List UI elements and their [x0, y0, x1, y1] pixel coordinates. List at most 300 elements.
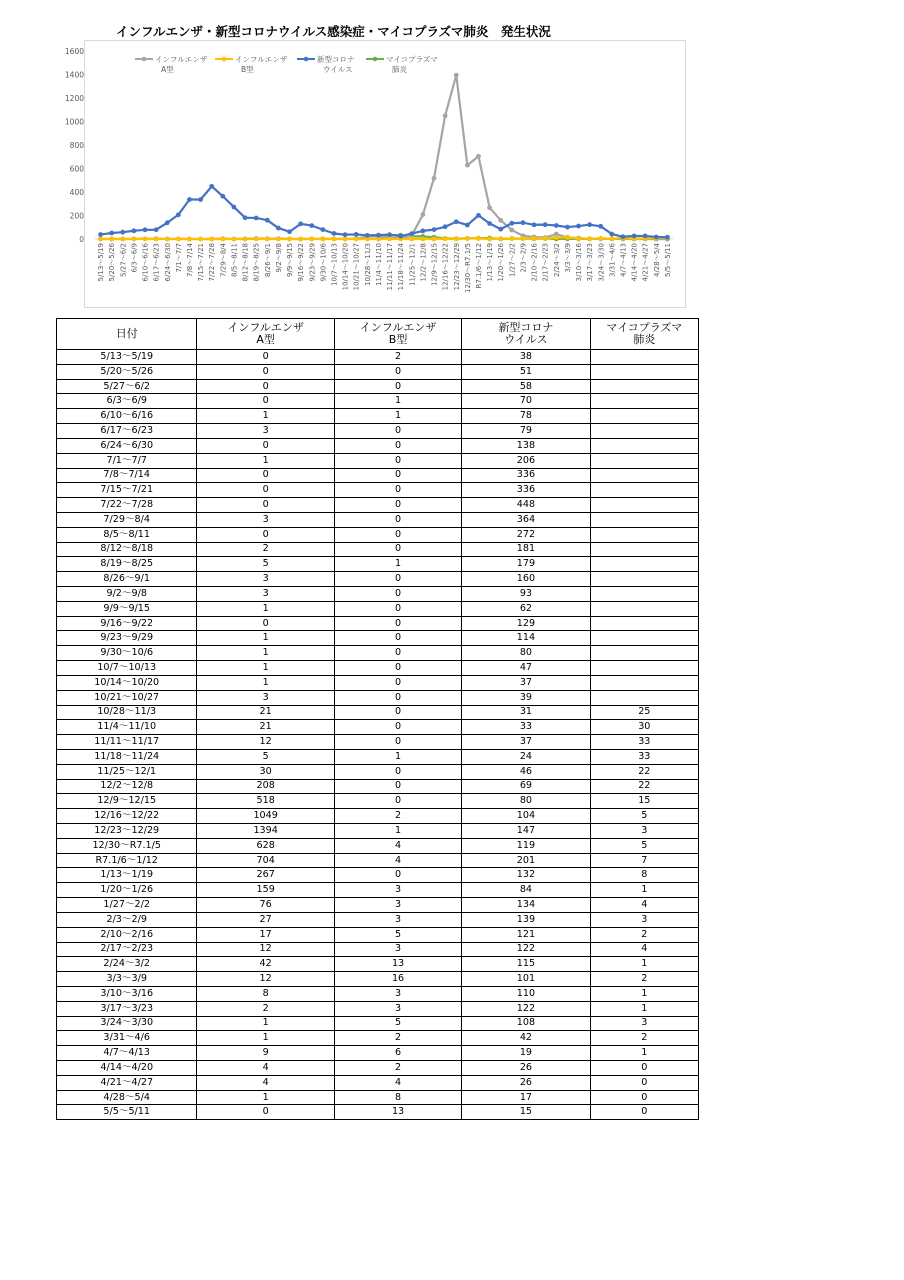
cell-flu-b: 2: [334, 350, 461, 365]
cell-flu-a: 518: [197, 794, 334, 809]
x-tick-label: 12/30～R7.1/5: [463, 243, 472, 293]
cell-flu-b: 0: [334, 468, 461, 483]
cell-flu-b: 0: [334, 794, 461, 809]
cell-flu-a: 1: [197, 1031, 334, 1046]
x-tick-label: 8/26～9/1: [263, 243, 272, 277]
x-tick-label: 4/28～5/4: [652, 243, 661, 277]
table-row: [57, 1090, 699, 1105]
legend-label-line2: 肺炎: [392, 65, 407, 74]
cell-covid: 26: [462, 1061, 590, 1076]
cell-mycoplasma: [590, 438, 698, 453]
cell-date: 10/14～10/20: [57, 675, 197, 690]
table-row: [57, 986, 699, 1001]
cell-flu-a: 3: [197, 424, 334, 439]
cell-flu-b: 3: [334, 1001, 461, 1016]
data-point: [454, 73, 459, 78]
cell-covid: 139: [462, 912, 590, 927]
cell-flu-b: 0: [334, 735, 461, 750]
data-point: [576, 224, 581, 229]
data-point: [487, 221, 492, 226]
cell-covid: 93: [462, 587, 590, 602]
cell-covid: 26: [462, 1075, 590, 1090]
cell-mycoplasma: [590, 661, 698, 676]
cell-covid: 42: [462, 1031, 590, 1046]
data-point: [365, 233, 370, 238]
cell-date: 6/24～6/30: [57, 438, 197, 453]
x-tick-label: 7/15～7/21: [197, 243, 206, 282]
cell-covid: 134: [462, 898, 590, 913]
x-tick-label: 2/24～3/2: [552, 243, 561, 277]
cell-flu-a: 4: [197, 1075, 334, 1090]
table-header-row: [57, 319, 699, 350]
cell-covid: 24: [462, 749, 590, 764]
table-row: [57, 749, 699, 764]
data-point: [665, 235, 670, 240]
data-point: [254, 236, 259, 241]
cell-mycoplasma: [590, 498, 698, 513]
cell-flu-b: 4: [334, 853, 461, 868]
cell-flu-a: 1394: [197, 824, 334, 839]
cell-mycoplasma: 2: [590, 927, 698, 942]
cell-date: 9/23～9/29: [57, 631, 197, 646]
data-point: [454, 236, 459, 241]
cell-date: 1/20～1/26: [57, 883, 197, 898]
cell-flu-a: 267: [197, 868, 334, 883]
table-row: [57, 1001, 699, 1016]
table-row: [57, 853, 699, 868]
cell-covid: 80: [462, 646, 590, 661]
cell-mycoplasma: 22: [590, 764, 698, 779]
cell-flu-a: 628: [197, 838, 334, 853]
data-point: [120, 237, 125, 242]
table-row: [57, 631, 699, 646]
x-tick-label: 11/11～11/17: [386, 243, 395, 291]
x-tick-label: 2/10～2/16: [530, 243, 539, 282]
cell-date: 9/16～9/22: [57, 616, 197, 631]
cell-flu-a: 12: [197, 735, 334, 750]
legend-label: 新型コロナ: [317, 55, 355, 64]
table-row: [57, 661, 699, 676]
cell-flu-a: 704: [197, 853, 334, 868]
y-tick-label: 0: [79, 235, 84, 244]
cell-flu-a: 3: [197, 572, 334, 587]
data-point: [398, 234, 403, 239]
data-point: [165, 220, 170, 225]
cell-mycoplasma: 0: [590, 1090, 698, 1105]
y-tick-label: 1600: [64, 47, 84, 56]
series-2: [98, 184, 670, 240]
data-point: [621, 234, 626, 239]
table-row: [57, 587, 699, 602]
cell-mycoplasma: 0: [590, 1075, 698, 1090]
cell-flu-a: 0: [197, 616, 334, 631]
x-tick-label: 1/13～1/19: [486, 243, 495, 282]
cell-flu-b: 4: [334, 838, 461, 853]
cell-flu-a: 12: [197, 972, 334, 987]
cell-covid: 37: [462, 675, 590, 690]
cell-flu-b: 13: [334, 1105, 461, 1120]
data-point: [443, 236, 448, 241]
data-point: [465, 236, 470, 241]
data-point: [343, 237, 348, 242]
cell-flu-b: 4: [334, 1075, 461, 1090]
x-tick-label: R7.1/6～1/12: [474, 243, 483, 289]
x-tick-label: 9/2～9/8: [274, 243, 283, 273]
chart-svg: [64, 41, 685, 307]
table-row: [57, 646, 699, 661]
cell-mycoplasma: 5: [590, 838, 698, 853]
cell-flu-b: 0: [334, 705, 461, 720]
x-tick-label: 11/4～11/10: [374, 243, 383, 286]
cell-flu-a: 159: [197, 883, 334, 898]
x-tick-label: 1/27～2/2: [508, 243, 517, 277]
x-tick-label: 3/3～3/9: [563, 242, 572, 273]
cell-covid: 78: [462, 409, 590, 424]
table-row: [57, 350, 699, 365]
page-title: インフルエンザ・新型コロナウイルス感染症・マイコプラズマ肺炎 発生状況: [116, 24, 551, 39]
y-tick-label: 1400: [64, 70, 84, 80]
cell-covid: 114: [462, 631, 590, 646]
table-row: [57, 720, 699, 735]
data-point: [109, 231, 114, 236]
data-point: [532, 222, 537, 227]
cell-flu-b: 0: [334, 587, 461, 602]
cell-flu-b: 5: [334, 1016, 461, 1031]
cell-flu-a: 1: [197, 675, 334, 690]
data-point: [287, 237, 292, 242]
legend-marker: [222, 57, 227, 62]
cell-flu-b: 0: [334, 512, 461, 527]
data-point: [509, 228, 514, 233]
cell-mycoplasma: 4: [590, 898, 698, 913]
cell-flu-a: 3: [197, 512, 334, 527]
data-point: [254, 216, 259, 221]
cell-covid: 115: [462, 957, 590, 972]
cell-mycoplasma: 3: [590, 1016, 698, 1031]
data-point: [598, 236, 603, 241]
x-tick-label: 2/3～2/9: [519, 243, 528, 273]
cell-flu-b: 0: [334, 661, 461, 676]
cell-mycoplasma: 1: [590, 1046, 698, 1061]
data-point: [198, 197, 203, 202]
data-point: [565, 235, 570, 240]
data-point: [298, 237, 303, 242]
cell-mycoplasma: 7: [590, 853, 698, 868]
table-row: [57, 1061, 699, 1076]
cell-flu-a: 2: [197, 1001, 334, 1016]
cell-mycoplasma: [590, 616, 698, 631]
cell-date: 8/5～8/11: [57, 527, 197, 542]
cell-mycoplasma: [590, 512, 698, 527]
cell-flu-b: 1: [334, 824, 461, 839]
data-point: [476, 213, 481, 218]
cell-covid: 15: [462, 1105, 590, 1120]
data-point: [543, 236, 548, 241]
table-row: [57, 735, 699, 750]
cell-covid: 46: [462, 764, 590, 779]
cell-covid: 272: [462, 527, 590, 542]
data-point: [443, 224, 448, 229]
data-point: [409, 237, 414, 242]
cell-flu-a: 8: [197, 986, 334, 1001]
table-row: [57, 542, 699, 557]
table-row: [57, 883, 699, 898]
x-tick-label: 10/28～11/3: [363, 243, 372, 286]
cell-flu-a: 0: [197, 1105, 334, 1120]
cell-covid: 179: [462, 557, 590, 572]
cell-flu-b: 0: [334, 572, 461, 587]
table-row: [57, 453, 699, 468]
x-tick-label: 3/31～4/6: [608, 243, 617, 277]
cell-mycoplasma: 0: [590, 1105, 698, 1120]
cell-flu-b: 1: [334, 557, 461, 572]
cell-covid: 70: [462, 394, 590, 409]
cell-flu-b: 0: [334, 453, 461, 468]
data-point: [109, 237, 114, 242]
cell-mycoplasma: [590, 394, 698, 409]
data-point: [298, 221, 303, 226]
x-tick-label: 10/14～10/20: [341, 243, 350, 291]
data-point: [176, 237, 181, 242]
cell-date: 7/15～7/21: [57, 483, 197, 498]
cell-covid: 160: [462, 572, 590, 587]
data-point: [209, 184, 214, 189]
header-date: 日付: [57, 319, 197, 350]
cell-covid: 62: [462, 601, 590, 616]
data-point: [554, 235, 559, 240]
cell-date: 11/25～12/1: [57, 764, 197, 779]
cell-mycoplasma: [590, 364, 698, 379]
cell-covid: 121: [462, 927, 590, 942]
data-point: [509, 236, 514, 241]
cell-mycoplasma: 1: [590, 986, 698, 1001]
table-row: [57, 498, 699, 513]
cell-flu-b: 2: [334, 809, 461, 824]
data-point: [432, 176, 437, 181]
data-table: [56, 318, 699, 1120]
legend-label: マイコプラズマ: [386, 55, 438, 64]
x-tick-label: 9/16～9/22: [297, 243, 306, 282]
x-tick-label: 8/5～8/11: [230, 243, 239, 277]
table-row: [57, 779, 699, 794]
cell-date: 5/27～6/2: [57, 379, 197, 394]
cell-date: 12/30～R7.1/5: [57, 838, 197, 853]
data-point: [276, 237, 281, 242]
cell-covid: 110: [462, 986, 590, 1001]
table-row: [57, 601, 699, 616]
data-point: [643, 234, 648, 239]
data-point: [120, 230, 125, 235]
legend-label-line2: A型: [161, 65, 174, 74]
data-point: [232, 237, 237, 242]
cell-date: 6/10～6/16: [57, 409, 197, 424]
cell-mycoplasma: [590, 587, 698, 602]
data-point: [354, 237, 359, 242]
data-point: [320, 227, 325, 232]
cell-flu-a: 0: [197, 438, 334, 453]
cell-flu-b: 3: [334, 898, 461, 913]
cell-flu-b: 16: [334, 972, 461, 987]
cell-flu-b: 0: [334, 646, 461, 661]
cell-mycoplasma: [590, 350, 698, 365]
legend-marker: [373, 57, 378, 62]
data-point: [387, 237, 392, 242]
cell-covid: 101: [462, 972, 590, 987]
data-point: [265, 237, 270, 242]
header-flu-a: インフルエンザ A型: [197, 319, 334, 350]
cell-covid: 31: [462, 705, 590, 720]
cell-flu-a: 42: [197, 957, 334, 972]
cell-date: 4/7～4/13: [57, 1046, 197, 1061]
cell-flu-b: 0: [334, 379, 461, 394]
cell-covid: 108: [462, 1016, 590, 1031]
cell-covid: 336: [462, 483, 590, 498]
table-row: [57, 394, 699, 409]
cell-flu-a: 0: [197, 350, 334, 365]
cell-mycoplasma: [590, 646, 698, 661]
cell-flu-a: 1: [197, 1016, 334, 1031]
data-point: [654, 235, 659, 240]
cell-date: R7.1/6～1/12: [57, 853, 197, 868]
legend-item: [297, 54, 355, 74]
cell-covid: 37: [462, 735, 590, 750]
cell-mycoplasma: 2: [590, 1031, 698, 1046]
legend-label-line2: B型: [241, 65, 254, 74]
data-point: [187, 237, 192, 242]
cell-covid: 33: [462, 720, 590, 735]
data-point: [98, 236, 103, 241]
cell-covid: 119: [462, 838, 590, 853]
cell-flu-b: 8: [334, 1090, 461, 1105]
data-point: [609, 232, 614, 237]
series-line: [101, 186, 668, 237]
cell-date: 4/28～5/4: [57, 1090, 197, 1105]
x-tick-label: 9/9～9/15: [286, 243, 295, 277]
cell-date: 2/3～2/9: [57, 912, 197, 927]
table-row: [57, 527, 699, 542]
x-tick-label: 6/24～6/30: [163, 243, 172, 282]
cell-flu-b: 3: [334, 986, 461, 1001]
legend-label: インフルエンザ: [235, 55, 288, 64]
table-row: [57, 468, 699, 483]
cell-flu-a: 1049: [197, 809, 334, 824]
cell-date: 9/30～10/6: [57, 646, 197, 661]
table-row: [57, 512, 699, 527]
cell-date: 3/31～4/6: [57, 1031, 197, 1046]
data-point: [143, 236, 148, 241]
cell-flu-b: 3: [334, 942, 461, 957]
y-tick-label: 200: [69, 211, 84, 221]
cell-mycoplasma: [590, 453, 698, 468]
cell-flu-b: 0: [334, 601, 461, 616]
table-row: [57, 483, 699, 498]
table-row: [57, 690, 699, 705]
cell-flu-b: 0: [334, 542, 461, 557]
x-tick-label: 12/9～12/15: [430, 243, 439, 286]
cell-date: 11/11～11/17: [57, 735, 197, 750]
table-row: [57, 557, 699, 572]
cell-flu-a: 0: [197, 527, 334, 542]
cell-date: 5/20～5/26: [57, 364, 197, 379]
data-point: [376, 233, 381, 238]
cell-flu-b: 5: [334, 927, 461, 942]
cell-mycoplasma: 1: [590, 957, 698, 972]
cell-covid: 58: [462, 379, 590, 394]
data-point: [198, 237, 203, 242]
data-point: [421, 212, 426, 217]
cell-flu-b: 0: [334, 616, 461, 631]
table-row: [57, 809, 699, 824]
cell-date: 5/13～5/19: [57, 350, 197, 365]
cell-date: 12/2～12/8: [57, 779, 197, 794]
cell-mycoplasma: [590, 572, 698, 587]
cell-flu-a: 12: [197, 942, 334, 957]
cell-flu-b: 3: [334, 883, 461, 898]
cell-covid: 206: [462, 453, 590, 468]
cell-flu-a: 1: [197, 1090, 334, 1105]
cell-date: 9/2～9/8: [57, 587, 197, 602]
header-covid: 新型コロナ ウイルス: [462, 319, 590, 350]
cell-date: 12/9～12/15: [57, 794, 197, 809]
cell-flu-b: 0: [334, 779, 461, 794]
x-tick-label: 9/23～9/29: [308, 243, 317, 282]
cell-mycoplasma: 2: [590, 972, 698, 987]
cell-date: 7/8～7/14: [57, 468, 197, 483]
data-point: [309, 223, 314, 228]
cell-mycoplasma: [590, 542, 698, 557]
data-point: [576, 236, 581, 241]
table-row: [57, 912, 699, 927]
data-point: [232, 205, 237, 210]
table-row: [57, 424, 699, 439]
cell-covid: 39: [462, 690, 590, 705]
data-point: [465, 223, 470, 228]
cell-mycoplasma: [590, 409, 698, 424]
cell-flu-b: 6: [334, 1046, 461, 1061]
cell-date: 6/17～6/23: [57, 424, 197, 439]
cell-covid: 104: [462, 809, 590, 824]
cell-flu-b: 1: [334, 394, 461, 409]
cell-flu-b: 0: [334, 498, 461, 513]
table-row: [57, 868, 699, 883]
y-tick-label: 400: [69, 188, 84, 197]
cell-date: 9/9～9/15: [57, 601, 197, 616]
legend-item: [135, 55, 208, 74]
data-point: [421, 237, 426, 242]
x-tick-label: 8/19～8/25: [252, 243, 261, 282]
cell-covid: 129: [462, 616, 590, 631]
data-point: [143, 227, 148, 232]
table-row: [57, 927, 699, 942]
cell-date: 10/21～10/27: [57, 690, 197, 705]
cell-flu-a: 208: [197, 779, 334, 794]
cell-mycoplasma: [590, 631, 698, 646]
table-row: [57, 438, 699, 453]
table-row: [57, 972, 699, 987]
y-tick-label: 800: [69, 141, 84, 150]
cell-covid: 147: [462, 824, 590, 839]
data-point: [454, 219, 459, 224]
x-tick-label: 10/21～10/27: [352, 243, 361, 291]
legend-marker: [304, 57, 309, 62]
data-point: [220, 237, 225, 242]
x-tick-label: 5/20～5/26: [108, 243, 117, 282]
data-point: [332, 231, 337, 236]
x-tick-label: 5/13～5/19: [97, 243, 106, 282]
cell-covid: 364: [462, 512, 590, 527]
x-tick-label: 10/7～10/13: [330, 243, 339, 286]
cell-covid: 138: [462, 438, 590, 453]
